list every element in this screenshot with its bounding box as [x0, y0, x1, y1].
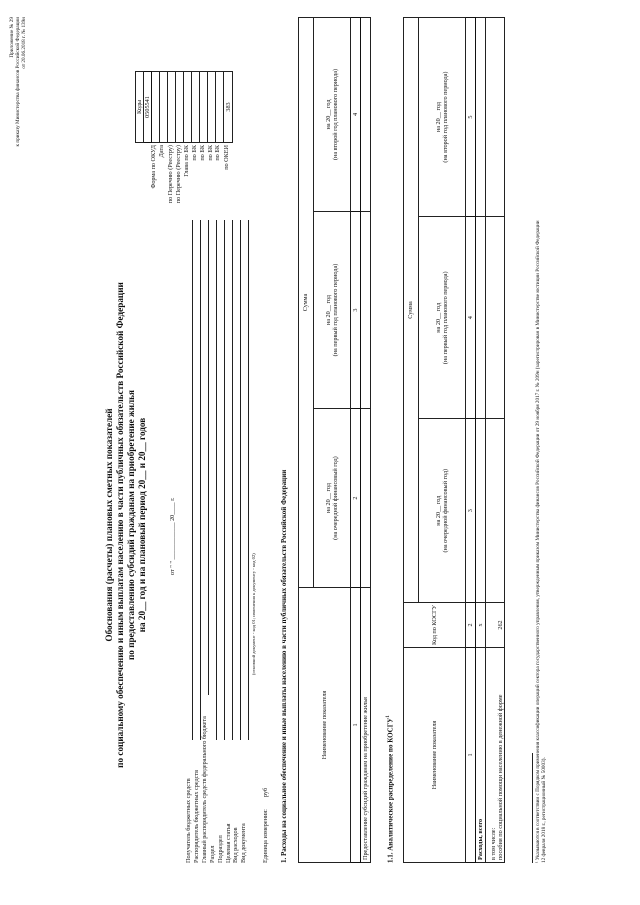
code-cell: 262	[486, 603, 505, 648]
col-year3-label: на 20__ год	[434, 102, 442, 133]
col-year1	[314, 409, 351, 588]
col-code: Код по КОСГУ	[404, 603, 466, 648]
table-cell[interactable]	[361, 211, 371, 408]
right-label: по Перечню (Реестру)	[174, 145, 182, 204]
section11-table	[403, 17, 505, 863]
col-year2	[314, 211, 351, 408]
col-year2-sub: (на первый год планового периода)	[442, 271, 449, 365]
field-label: Подраздел	[216, 835, 224, 863]
col-year3-sub: (на второй год планового периода)	[332, 68, 339, 161]
num-cell: 4	[466, 217, 476, 419]
table-cell[interactable]	[476, 18, 486, 217]
field-line	[224, 220, 225, 740]
col-year1-label: на 20__ год	[434, 495, 442, 526]
col-name: Наименование показателя	[404, 648, 466, 863]
right-labels	[167, 145, 222, 215]
num-cell: 3	[466, 419, 476, 603]
field-line	[200, 220, 201, 740]
form-title	[104, 265, 148, 785]
row-sub-label: пособия по социальной помощи населению в денежной форме	[496, 694, 504, 860]
num-cell: 4	[351, 18, 361, 212]
unit-label: Единица измерения:	[262, 809, 269, 863]
field-line	[248, 220, 249, 740]
doc-type-caption: (основной документ - код 01; изменения к документу - код 02)	[251, 553, 256, 675]
table-cell[interactable]	[476, 419, 486, 603]
code-cell: x	[476, 603, 486, 648]
right-label: по БК	[198, 145, 206, 161]
unit-value: руб	[262, 787, 269, 797]
section11-heading	[386, 715, 395, 863]
right-label: по БК	[190, 145, 198, 161]
col-year2-label: на 20__ год	[324, 295, 332, 326]
table-cell[interactable]	[476, 217, 486, 419]
appendix-line: от 20.06.2018 г. № 139н	[20, 17, 27, 69]
date-label: Дата	[158, 145, 165, 158]
col-year3-label: на 20__ год	[324, 99, 332, 130]
field-line	[192, 220, 193, 740]
title-line: по предоставлению субсидий гражданам на приобретение жилья	[126, 390, 137, 660]
col-year2-label: на 20__ год	[434, 302, 442, 333]
form-label: Форма по ОКУД	[150, 145, 157, 189]
field-line	[240, 220, 241, 740]
right-label: Глава по БК	[182, 145, 190, 177]
right-label: по БК	[206, 145, 214, 161]
table-cell[interactable]	[486, 18, 505, 217]
form-code: 0505541	[144, 72, 152, 143]
footnote-line: ¹ Указываются в соответствии с Порядком применения классификации операций сектора государственного управления, утвержденным приказом Министерства финансов Российской Федерации от 29 ноября 2017 г. № 209н (зарегистрирован в Министерстве юстиции Российской Федерации	[535, 220, 541, 863]
row-incl: в том числе:	[489, 827, 497, 860]
title-line: на 20__ год и на плановый период 20__ и 20__ годов	[137, 417, 148, 633]
col-year1-sub: (на очередной финансовый год)	[332, 456, 339, 540]
title-date: от " " ____________ 20____ г.	[169, 497, 176, 575]
field-label: Распорядитель бюджетных средств	[192, 769, 200, 863]
col-sum: Сумма	[404, 18, 419, 603]
codes-table	[135, 71, 233, 143]
title-line: по социальному обеспечению и иным выплатам населению в части публичных обязательств Российской Федерации	[115, 282, 126, 768]
num-cell: 2	[466, 603, 476, 648]
num-cell: 5	[466, 18, 476, 217]
section11-heading-text: 1.1. Аналитическое распределение по КОСГУ	[386, 717, 395, 863]
footnote-mark: 1	[386, 715, 391, 718]
field-label: Главный распорядитель средств федерального бюджета	[200, 716, 208, 863]
col-year1	[419, 419, 466, 603]
col-year3-sub: (на второй год планового периода)	[442, 71, 449, 163]
table-row-label	[486, 648, 505, 863]
col-year2	[419, 217, 466, 419]
col-year3	[419, 18, 466, 217]
table-cell[interactable]	[361, 409, 371, 588]
appendix-line: к приказу Министерства финансов Российской Федерации	[14, 17, 21, 147]
footnote	[536, 220, 548, 863]
col-year1-label: на 20__ год	[324, 483, 332, 514]
right-label: по БК	[214, 145, 222, 161]
right-label: по Перечню (Реестру)	[167, 145, 174, 204]
table-cell[interactable]	[486, 419, 505, 603]
num-cell: 1	[466, 648, 476, 863]
footnote-rule	[532, 753, 533, 863]
field-label: Получатель бюджетных средств	[185, 778, 192, 863]
col-year3	[314, 18, 351, 212]
appendix-block	[10, 17, 28, 177]
col-name: Наименование показателя	[299, 588, 351, 863]
title-line: Обоснования (расчеты) плановых сметных показателей	[104, 408, 114, 642]
appendix-line: Приложение № 29	[9, 17, 15, 58]
col-year1-sub: (на очередной финансовый год)	[442, 468, 449, 553]
field-label: Вид расходов	[232, 827, 240, 863]
field-label: Вид документа	[240, 823, 248, 863]
footnote-line: 12 февраля 2018 г., регистрационный № 50003).	[540, 757, 547, 863]
okei-code: 383	[224, 72, 233, 143]
num-cell: 2	[351, 409, 361, 588]
section1-heading: 1. Расходы на социальное обеспечение и иные выплаты населению в части публичных обязательств Российской Федерации	[280, 469, 288, 863]
table-row-label: Расходы, всего	[476, 648, 486, 863]
col-year2-sub: (на первый год планового периода)	[332, 263, 339, 357]
table-cell[interactable]	[361, 18, 371, 212]
field-label: Раздел	[208, 845, 216, 863]
col-sum: Сумма	[299, 18, 314, 588]
num-cell: 3	[351, 211, 361, 408]
codes-header: Коды	[136, 72, 144, 143]
table-row-label: Предоставление субсидий гражданам на приобретение жилья	[361, 588, 371, 863]
table-cell[interactable]	[486, 217, 505, 419]
okei-label: по ОКЕИ	[223, 145, 230, 170]
field-line	[232, 220, 233, 740]
field-line	[208, 220, 209, 695]
field-label: Целевая статья	[224, 823, 232, 863]
num-cell: 1	[351, 588, 361, 863]
field-line	[216, 220, 217, 740]
section1-table	[298, 17, 371, 863]
